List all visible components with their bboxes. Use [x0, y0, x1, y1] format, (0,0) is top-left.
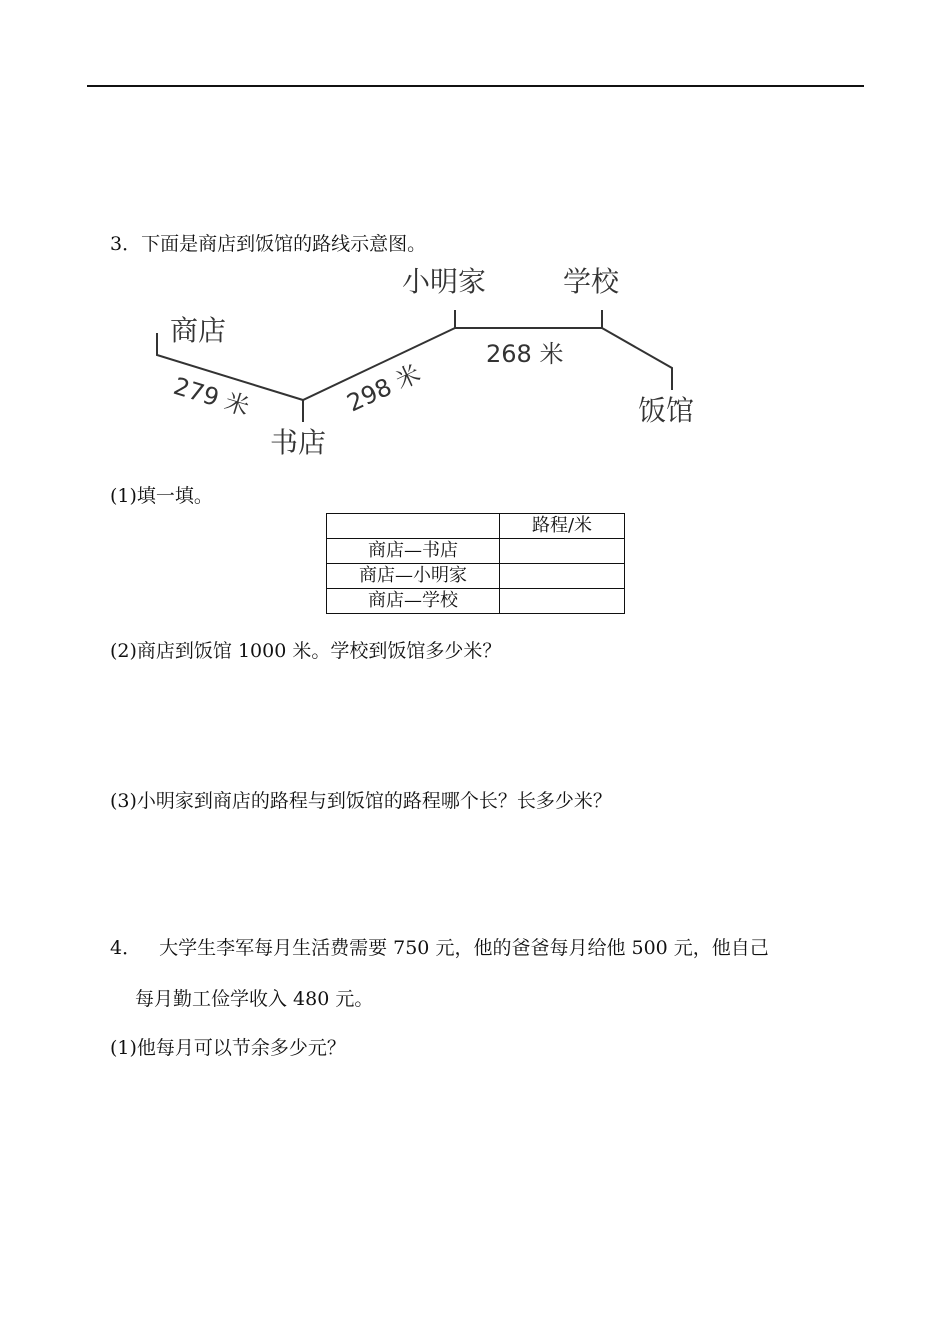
question-4-text-line-2: 每月勤工俭学收入 480 元。 [135, 988, 374, 1010]
question-3-part-2: (2)商店到饭馆 1000 米。学校到饭馆多少米？ [110, 640, 502, 662]
question-4 [110, 933, 769, 960]
question-3-part-3: (3)小明家到商店的路程与到饭馆的路程哪个长？长多少米？ [110, 790, 612, 812]
route-map [0, 0, 950, 480]
table-answer-cell[interactable] [500, 539, 625, 564]
question-3-number: 3． [110, 233, 142, 255]
table-header-row [327, 514, 625, 539]
table-row-label: 商店—书店 [327, 539, 500, 564]
table-row-label: 商店—学校 [327, 589, 500, 614]
place-restaurant: 饭馆 [638, 394, 695, 427]
table-header-cell [327, 514, 500, 539]
distance-home-school: 268 米 [486, 340, 564, 368]
table-row [327, 589, 625, 614]
distance-bookstore-home: 298 米 [342, 359, 425, 418]
question-4-text-line-1: 大学生李军每月生活费需要 750 元，他的爸爸每月给他 500 元，他自己 [159, 937, 769, 959]
question-3-part-1: (1)填一填。 [110, 485, 213, 507]
table-answer-cell[interactable] [500, 564, 625, 589]
question-4-part-1: (1)他每月可以节余多少元？ [110, 1037, 346, 1059]
table-answer-cell[interactable] [500, 589, 625, 614]
distance-shop-bookstore: 279 米 [170, 371, 253, 422]
table-row [327, 564, 625, 589]
place-xiaoming-home: 小明家 [402, 265, 487, 298]
place-school: 学校 [563, 265, 620, 298]
table-header-cell: 路程/米 [500, 514, 625, 539]
distance-table [326, 513, 625, 614]
table-row-label: 商店—小明家 [327, 564, 500, 589]
place-shop: 商店 [170, 314, 227, 347]
question-4-number: 4． [110, 937, 142, 959]
place-bookstore: 书店 [270, 426, 327, 459]
question-3-text: 下面是商店到饭馆的路线示意图。 [141, 233, 427, 255]
table-row [327, 539, 625, 564]
